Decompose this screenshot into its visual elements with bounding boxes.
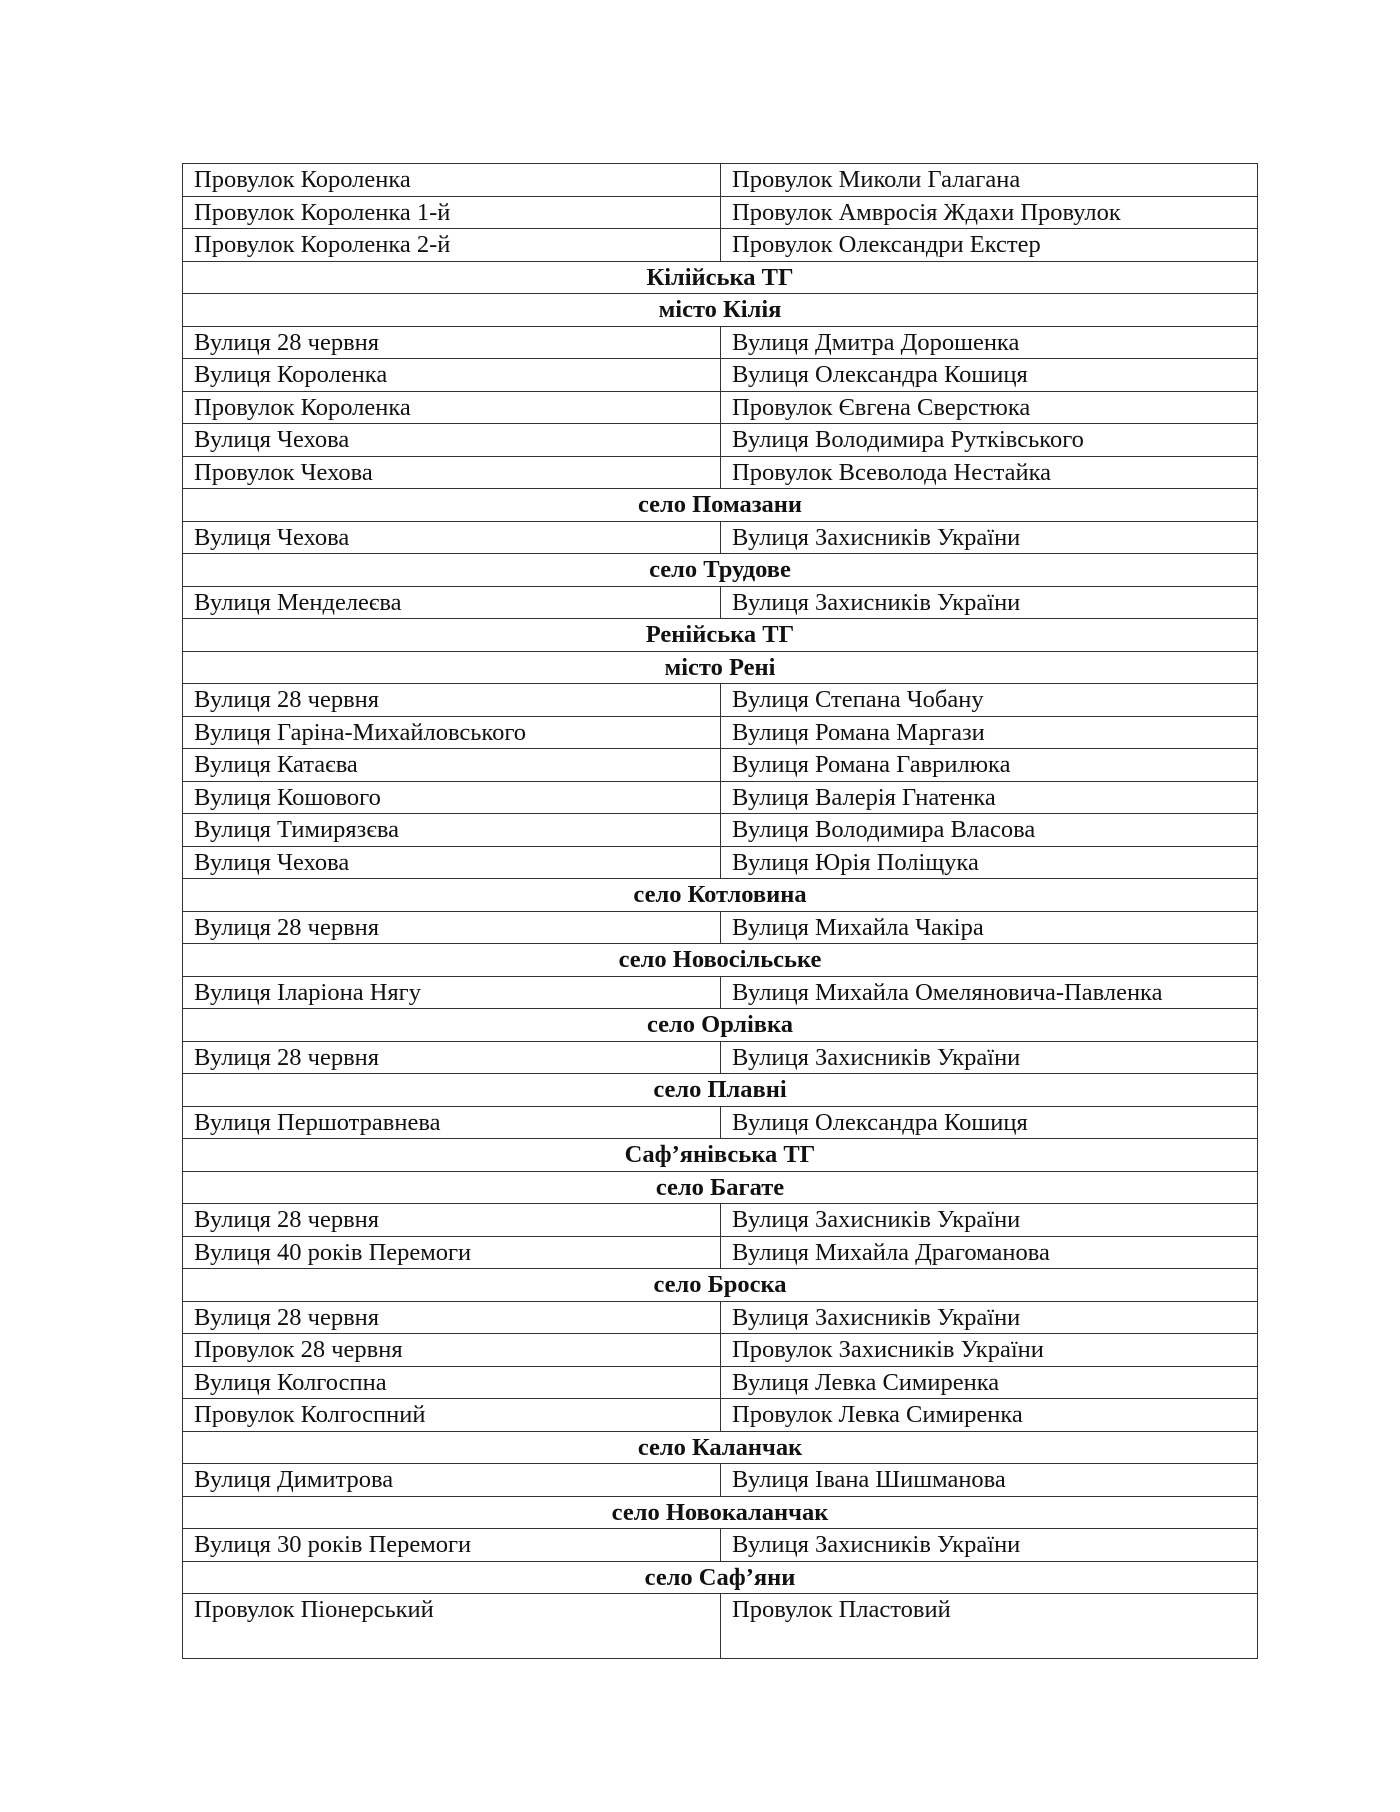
section-header: село Помазани bbox=[183, 489, 1258, 522]
new-name-cell: Вулиця Олександра Кошиця bbox=[721, 359, 1258, 392]
old-name-cell: Провулок Колгоспний bbox=[183, 1399, 721, 1432]
new-name-cell: Вулиця Валерія Гнатенка bbox=[721, 781, 1258, 814]
table-row bbox=[183, 456, 1258, 489]
old-name-cell: Вулиця 28 червня bbox=[183, 326, 721, 359]
new-name-cell: Вулиця Левка Симиренка bbox=[721, 1366, 1258, 1399]
section-header-row bbox=[183, 554, 1258, 587]
old-name-cell: Вулиця Кошового bbox=[183, 781, 721, 814]
section-header-row bbox=[183, 1269, 1258, 1302]
new-name-cell: Вулиця Володимира Рутківського bbox=[721, 424, 1258, 457]
new-name-cell: Вулиця Захисників України bbox=[721, 1041, 1258, 1074]
old-name-cell: Вулиця 28 червня bbox=[183, 1301, 721, 1334]
section-header: село Орлівка bbox=[183, 1009, 1258, 1042]
section-header: село Трудове bbox=[183, 554, 1258, 587]
section-header-row bbox=[183, 1496, 1258, 1529]
section-header-row bbox=[183, 1074, 1258, 1107]
table-row bbox=[183, 1204, 1258, 1237]
section-header-row bbox=[183, 1009, 1258, 1042]
new-name-cell: Вулиця Захисників України bbox=[721, 1301, 1258, 1334]
section-header: Кілійська ТГ bbox=[183, 261, 1258, 294]
table-row bbox=[183, 326, 1258, 359]
section-header-row bbox=[183, 651, 1258, 684]
old-name-cell: Провулок Короленка 1-й bbox=[183, 196, 721, 229]
new-name-cell: Вулиця Захисників України bbox=[721, 586, 1258, 619]
new-name-cell: Вулиця Степана Чобану bbox=[721, 684, 1258, 717]
table-row bbox=[183, 846, 1258, 879]
new-name-cell: Вулиця Дмитра Дорошенка bbox=[721, 326, 1258, 359]
table-row bbox=[183, 586, 1258, 619]
new-name-cell: Провулок Пластовий bbox=[721, 1594, 1258, 1659]
table-row bbox=[183, 391, 1258, 424]
table-row bbox=[183, 1106, 1258, 1139]
new-name-cell: Вулиця Володимира Власова bbox=[721, 814, 1258, 847]
table-row bbox=[183, 716, 1258, 749]
table-row bbox=[183, 911, 1258, 944]
table-row bbox=[183, 1236, 1258, 1269]
table-row bbox=[183, 1529, 1258, 1562]
table-row bbox=[183, 976, 1258, 1009]
old-name-cell: Вулиця 28 червня bbox=[183, 1204, 721, 1237]
new-name-cell: Провулок Левка Симиренка bbox=[721, 1399, 1258, 1432]
old-name-cell: Вулиця Іларіона Нягу bbox=[183, 976, 721, 1009]
old-name-cell: Вулиця Катаєва bbox=[183, 749, 721, 782]
section-header-row bbox=[183, 294, 1258, 327]
table-row bbox=[183, 814, 1258, 847]
new-name-cell: Провулок Захисників України bbox=[721, 1334, 1258, 1367]
new-name-cell: Вулиця Юрія Поліщука bbox=[721, 846, 1258, 879]
old-name-cell: Вулиця Першотравнева bbox=[183, 1106, 721, 1139]
table-body bbox=[183, 164, 1258, 1659]
new-name-cell: Вулиця Михайла Чакіра bbox=[721, 911, 1258, 944]
old-name-cell: Вулиця 28 червня bbox=[183, 911, 721, 944]
table-row bbox=[183, 229, 1258, 262]
section-header: село Броска bbox=[183, 1269, 1258, 1302]
table-row bbox=[183, 749, 1258, 782]
old-name-cell: Вулиця Менделеєва bbox=[183, 586, 721, 619]
table-row bbox=[183, 1399, 1258, 1432]
old-name-cell: Вулиця Чехова bbox=[183, 846, 721, 879]
new-name-cell: Вулиця Михайла Омеляновича-Павленка bbox=[721, 976, 1258, 1009]
section-header: село Багате bbox=[183, 1171, 1258, 1204]
new-name-cell: Провулок Амвросія Ждахи Провулок bbox=[721, 196, 1258, 229]
section-header-row bbox=[183, 261, 1258, 294]
table-row bbox=[183, 521, 1258, 554]
old-name-cell: Вулиця Димитрова bbox=[183, 1464, 721, 1497]
section-header-row bbox=[183, 1561, 1258, 1594]
new-name-cell: Вулиця Захисників України bbox=[721, 521, 1258, 554]
old-name-cell: Вулиця 30 років Перемоги bbox=[183, 1529, 721, 1562]
table-row bbox=[183, 359, 1258, 392]
new-name-cell: Провулок Миколи Галагана bbox=[721, 164, 1258, 197]
old-name-cell: Вулиця Гаріна-Михайловського bbox=[183, 716, 721, 749]
old-name-cell: Вулиця Чехова bbox=[183, 521, 721, 554]
section-header: Саф’янівська ТГ bbox=[183, 1139, 1258, 1172]
new-name-cell: Вулиця Михайла Драгоманова bbox=[721, 1236, 1258, 1269]
new-name-cell: Провулок Олександри Екстер bbox=[721, 229, 1258, 262]
section-header-row bbox=[183, 489, 1258, 522]
section-header-row bbox=[183, 1139, 1258, 1172]
section-header-row bbox=[183, 619, 1258, 652]
new-name-cell: Вулиця Івана Шишманова bbox=[721, 1464, 1258, 1497]
section-header-row bbox=[183, 944, 1258, 977]
new-name-cell: Вулиця Романа Маргази bbox=[721, 716, 1258, 749]
old-name-cell: Вулиця Чехова bbox=[183, 424, 721, 457]
new-name-cell: Вулиця Захисників України bbox=[721, 1529, 1258, 1562]
new-name-cell: Вулиця Захисників України bbox=[721, 1204, 1258, 1237]
old-name-cell: Провулок 28 червня bbox=[183, 1334, 721, 1367]
old-name-cell: Вулиця 28 червня bbox=[183, 684, 721, 717]
table-row bbox=[183, 1594, 1258, 1659]
table-row bbox=[183, 1041, 1258, 1074]
table-row bbox=[183, 424, 1258, 457]
old-name-cell: Вулиця 40 років Перемоги bbox=[183, 1236, 721, 1269]
new-name-cell: Провулок Всеволода Нестайка bbox=[721, 456, 1258, 489]
section-header: село Каланчак bbox=[183, 1431, 1258, 1464]
old-name-cell: Вулиця 28 червня bbox=[183, 1041, 721, 1074]
old-name-cell: Провулок Короленка bbox=[183, 391, 721, 424]
section-header: село Новокаланчак bbox=[183, 1496, 1258, 1529]
old-name-cell: Вулиця Тимирязєва bbox=[183, 814, 721, 847]
new-name-cell: Провулок Євгена Сверстюка bbox=[721, 391, 1258, 424]
old-name-cell: Вулиця Колгоспна bbox=[183, 1366, 721, 1399]
section-header: місто Кілія bbox=[183, 294, 1258, 327]
old-name-cell: Провулок Короленка bbox=[183, 164, 721, 197]
table-row bbox=[183, 781, 1258, 814]
old-name-cell: Провулок Чехова bbox=[183, 456, 721, 489]
street-renaming-table bbox=[182, 163, 1258, 1659]
old-name-cell: Провулок Короленка 2-й bbox=[183, 229, 721, 262]
table-row bbox=[183, 1334, 1258, 1367]
table-row bbox=[183, 1301, 1258, 1334]
table-row bbox=[183, 1366, 1258, 1399]
section-header: місто Рені bbox=[183, 651, 1258, 684]
section-header-row bbox=[183, 1171, 1258, 1204]
section-header-row bbox=[183, 879, 1258, 912]
new-name-cell: Вулиця Олександра Кошиця bbox=[721, 1106, 1258, 1139]
old-name-cell: Вулиця Короленка bbox=[183, 359, 721, 392]
section-header: село Плавні bbox=[183, 1074, 1258, 1107]
section-header: село Новосільське bbox=[183, 944, 1258, 977]
old-name-cell: Провулок Піонерський bbox=[183, 1594, 721, 1659]
table-row bbox=[183, 1464, 1258, 1497]
section-header-row bbox=[183, 1431, 1258, 1464]
table-row bbox=[183, 164, 1258, 197]
table-row bbox=[183, 196, 1258, 229]
section-header: село Котловина bbox=[183, 879, 1258, 912]
table-row bbox=[183, 684, 1258, 717]
new-name-cell: Вулиця Романа Гаврилюка bbox=[721, 749, 1258, 782]
section-header: село Саф’яни bbox=[183, 1561, 1258, 1594]
section-header: Ренійська ТГ bbox=[183, 619, 1258, 652]
